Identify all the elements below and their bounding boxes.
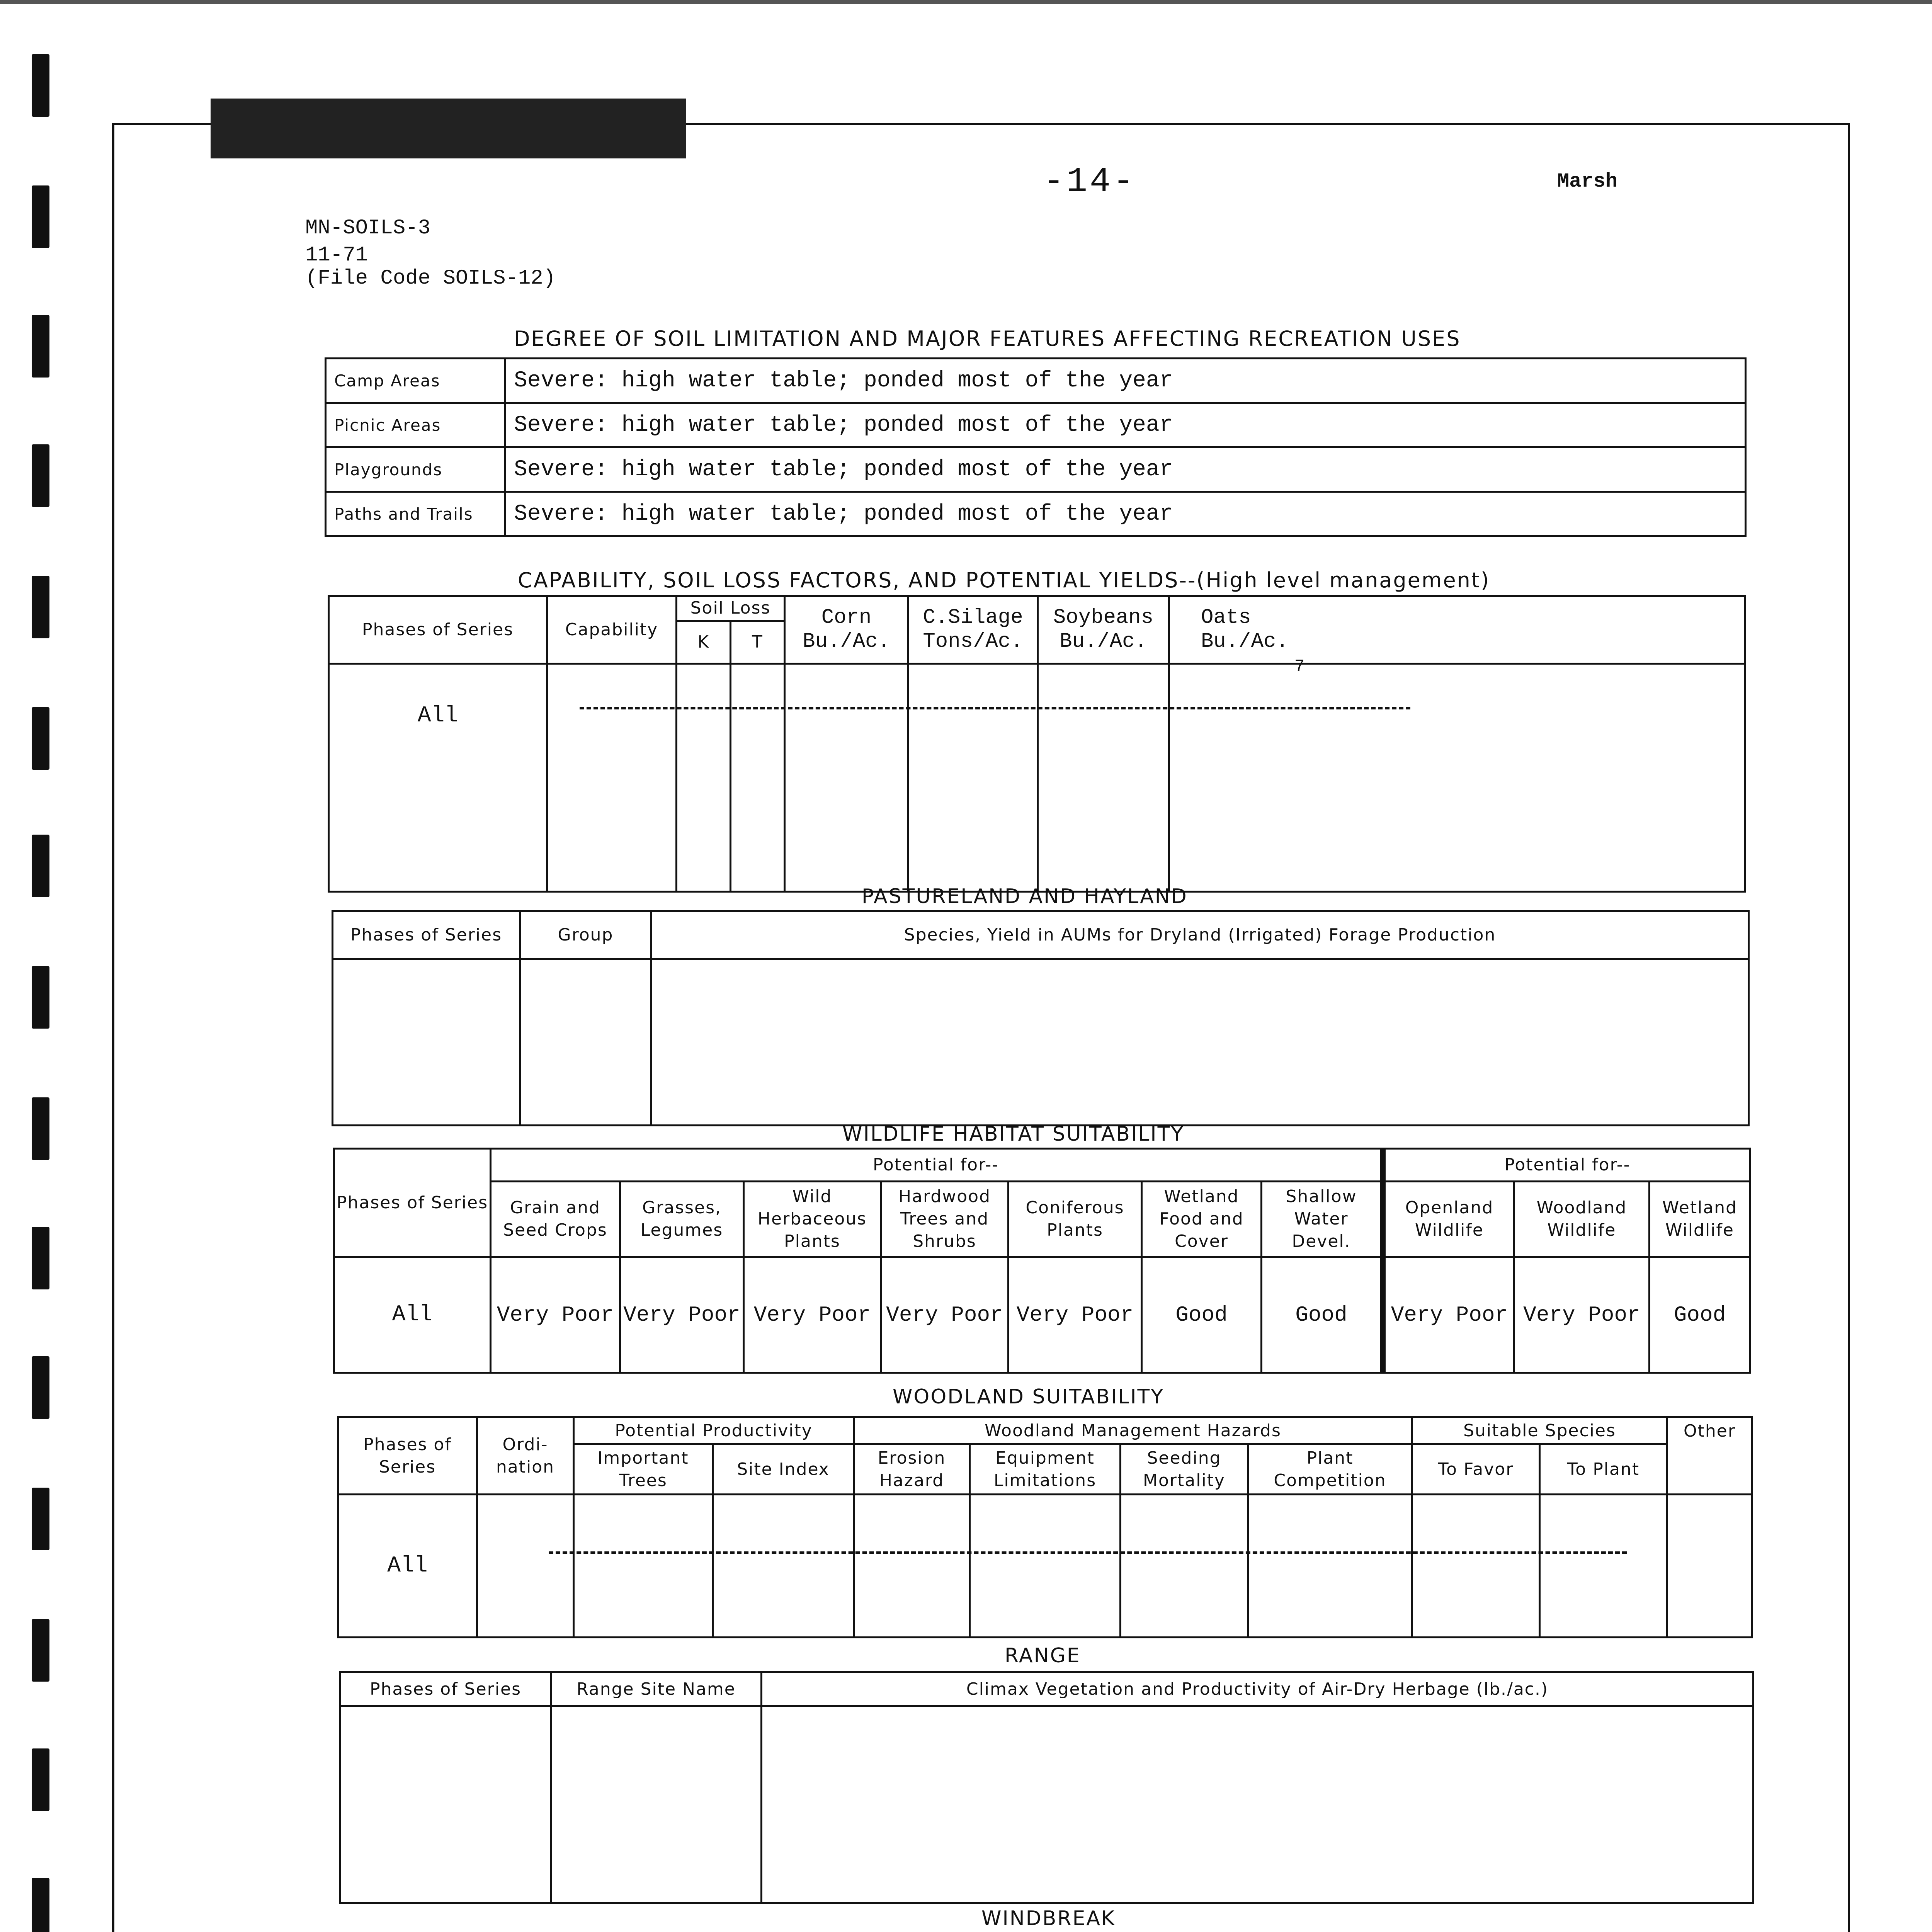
capability-dash-line [580,707,1410,709]
silage-unit: Tons/Ac. [923,630,1023,653]
wildlife-potential-left: Potential for-- [491,1149,1383,1182]
wildlife-col-header: Wetland Food and Cover [1142,1182,1262,1257]
soybeans-unit: Bu./Ac. [1060,630,1147,653]
wildlife-table [333,1148,1751,1374]
redaction-bar [211,99,686,158]
binder-mark [32,576,49,638]
binder-mark [32,1878,49,1932]
wildlife-value: Good [1142,1257,1262,1373]
wildlife-value: Very Poor [881,1257,1009,1373]
range-climax-header: Climax Vegetation and Productivity of Air-Dry Herbage (lb./ac.) [762,1672,1753,1706]
woodland-col-header: Site Index [713,1444,854,1495]
wildlife-col-header: Hardwood Trees and Shrubs [881,1182,1009,1257]
wildlife-col-header: Grain and Seed Crops [491,1182,620,1257]
scan-top-edge [0,0,1932,4]
woodland-hazards-header: Woodland Management Hazards [854,1417,1412,1444]
wildlife-col-header: Grasses, Legumes [620,1182,744,1257]
range-table [339,1671,1754,1904]
range-site-header: Range Site Name [551,1672,762,1706]
recreation-value: Severe: high water table; ponded most of the year [505,447,1746,492]
form-code: MN-SOILS-3 [305,216,431,240]
woodland-col-header: Important Trees [574,1444,713,1495]
soil-name: Marsh [1557,170,1618,193]
wildlife-col-header: Wetland Wildlife [1650,1182,1750,1257]
wildlife-col-header: Wild Herbaceous Plants [744,1182,881,1257]
wildlife-phases-header: Phases of Series [334,1149,491,1257]
binder-mark [32,185,49,248]
binder-mark [32,966,49,1029]
recreation-label: Paths and Trails [326,492,505,536]
pasture-title: PASTURELAND AND HAYLAND [862,885,1188,908]
soil-loss-header: Soil Loss [677,596,785,621]
woodland-row-label: All [338,1495,477,1638]
pasture-group-header: Group [520,911,651,959]
pasture-phases-header: Phases of Series [333,911,520,959]
recreation-value: Severe: high water table; ponded most of the year [505,492,1746,536]
capability-mark: 7 [1294,657,1305,676]
binder-mark [32,1097,49,1160]
binder-mark [32,835,49,897]
binder-mark [32,1227,49,1289]
range-title: RANGE [1005,1644,1081,1667]
recreation-label: Camp Areas [326,359,505,403]
soybeans-header: Soybeans [1053,606,1154,629]
wildlife-value: Good [1650,1257,1750,1373]
wildlife-col-header: Coniferous Plants [1009,1182,1142,1257]
corn-header: Corn [821,606,872,629]
woodland-productivity-header: Potential Productivity [574,1417,854,1444]
capability-phases-header: Phases of Series [329,596,547,664]
file-code: (File Code SOILS-12) [305,267,556,290]
capability-header: Capability [547,596,677,664]
woodland-ordination-header: Ordi- nation [477,1417,574,1495]
range-phases-header: Phases of Series [340,1672,551,1706]
wildlife-value: Very Poor [1009,1257,1142,1373]
oats-header: Oats [1201,606,1251,629]
binder-mark [32,54,49,117]
oats-unit: Bu./Ac. [1201,630,1289,653]
woodland-dash-line [549,1551,1627,1554]
wildlife-col-header: Openland Wildlife [1383,1182,1514,1257]
wildlife-col-header: Shallow Water Devel. [1262,1182,1383,1257]
capability-title: CAPABILITY, SOIL LOSS FACTORS, AND POTENTIAL YIELDS--(High level management) [518,568,1490,592]
wildlife-col-header: Woodland Wildlife [1514,1182,1650,1257]
t-header: T [731,621,785,663]
woodland-col-header: To Favor [1412,1444,1540,1495]
woodland-phases-header: Phases of Series [338,1417,477,1495]
windbreak-title: WINDBREAK [981,1907,1116,1930]
woodland-col-header: Erosion Hazard [854,1444,970,1495]
capability-row-label: All [329,664,547,892]
form-date: 11-71 [305,243,368,267]
woodland-title: WOODLAND SUITABILITY [893,1385,1165,1408]
k-header: K [677,621,731,663]
binder-mark [32,444,49,507]
pasture-table [332,910,1750,1126]
pasture-species-header: Species, Yield in AUMs for Dryland (Irrigated) Forage Production [651,911,1749,959]
binder-mark [32,1356,49,1419]
recreation-title: DEGREE OF SOIL LIMITATION AND MAJOR FEATURES AFFECTING RECREATION USES [514,327,1461,351]
wildlife-potential-right: Potential for-- [1383,1149,1750,1182]
woodland-col-header: Equipment Limitations [970,1444,1121,1495]
wildlife-row-label: All [334,1257,491,1373]
silage-header: C.Silage [923,606,1023,629]
binder-mark [32,315,49,378]
page-number: -14- [1043,162,1136,202]
recreation-table [325,357,1747,537]
wildlife-value: Very Poor [1514,1257,1650,1373]
corn-unit: Bu./Ac. [803,630,890,653]
recreation-value: Severe: high water table; ponded most of the year [505,403,1746,447]
woodland-species-header: Suitable Species [1412,1417,1667,1444]
wildlife-value: Very Poor [1383,1257,1514,1373]
recreation-label: Picnic Areas [326,403,505,447]
wildlife-value: Very Poor [744,1257,881,1373]
woodland-table [337,1416,1753,1638]
binder-mark [32,1748,49,1811]
woodland-other-header: Other [1667,1417,1752,1495]
recreation-label: Playgrounds [326,447,505,492]
woodland-col-header: To Plant [1540,1444,1667,1495]
capability-table [328,595,1746,893]
wildlife-title: WILDLIFE HABITAT SUITABILITY [842,1122,1185,1146]
wildlife-value: Very Poor [491,1257,620,1373]
binder-mark [32,1488,49,1550]
woodland-col-header: Seeding Mortality [1121,1444,1248,1495]
wildlife-value: Good [1262,1257,1383,1373]
recreation-value: Severe: high water table; ponded most of the year [505,359,1746,403]
binder-mark [32,1619,49,1682]
binder-mark [32,707,49,770]
woodland-col-header: Plant Competition [1248,1444,1412,1495]
wildlife-value: Very Poor [620,1257,744,1373]
